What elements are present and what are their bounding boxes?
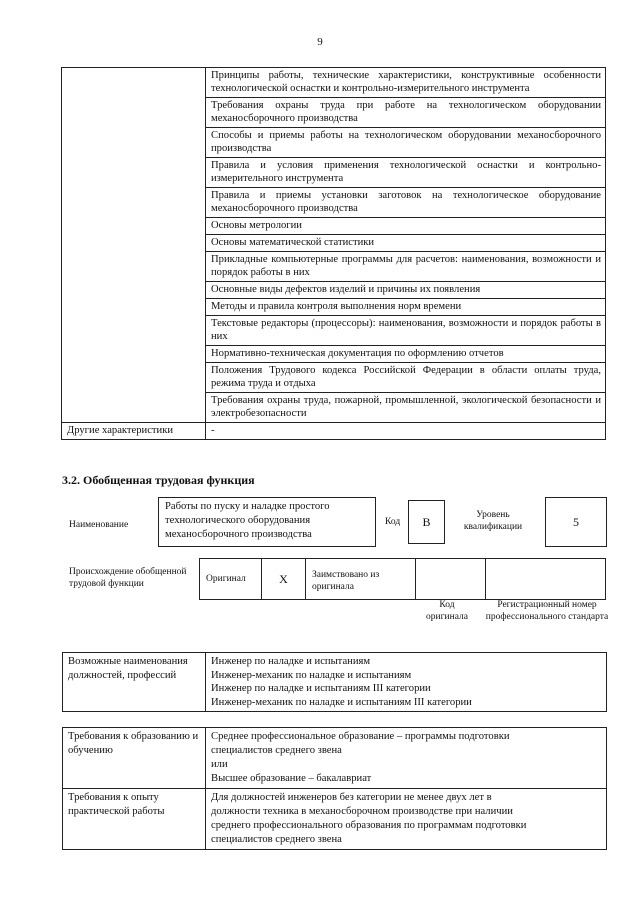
experience-line: Для должностей инженеров без категории не менее двух лет в	[211, 792, 492, 803]
knowledge-item: Нормативно-техническая документация по оформлению отчетов	[206, 346, 606, 363]
original-mark: X	[262, 559, 306, 600]
function-name-box: Работы по пуску и наладке простого технологического оборудования механосборочного производства	[158, 497, 376, 547]
section-heading: 3.2. Обобщенная трудовая функция	[62, 473, 255, 487]
knowledge-item: Принципы работы, технические характеристики, конструктивные особенности технологической оснастки и контрольно-измерительного инструмента	[206, 68, 606, 98]
function-code-box: B	[408, 500, 445, 544]
knowledge-item: Способы и приемы работы на технологическом оборудовании механосборочного производства	[206, 128, 606, 158]
position-item: Инженер по наладке и испытаниям III категории	[211, 683, 431, 694]
registration-number-cell	[486, 559, 606, 600]
positions-label: Возможные наименования должностей, профессий	[63, 653, 206, 712]
knowledge-item: Требования охраны труда, пожарной, промышленной, экологической безопасности и электробезопасности	[206, 393, 606, 423]
experience-line: среднего профессионального образования по программам подготовки	[211, 820, 527, 831]
knowledge-item: Правила и условия применения технологической оснастки и контрольно-измерительного инструмента	[206, 158, 606, 188]
knowledge-table	[61, 67, 606, 440]
knowledge-item: Методы и правила контроля выполнения норм времени	[206, 299, 606, 316]
qualification-level-box: 5	[545, 497, 607, 547]
education-label: Требования к образованию и обучению	[63, 728, 206, 789]
registration-number-caption: Регистрационный номер профессионального стандарта	[485, 600, 609, 622]
experience-value	[206, 789, 607, 850]
education-value	[206, 728, 607, 789]
education-line: или	[211, 759, 228, 770]
knowledge-item: Прикладные компьютерные программы для расчетов: наименования, возможности и порядок работы в них	[206, 252, 606, 282]
code-label: Код	[385, 517, 401, 527]
other-characteristics-value: -	[206, 423, 606, 440]
education-line: специалистов среднего звена	[211, 745, 342, 756]
borrowed-label: Заимствовано из оригинала	[306, 559, 416, 600]
knowledge-item: Требования охраны труда при работе на технологическом оборудовании механосборочного производства	[206, 98, 606, 128]
knowledge-row	[62, 68, 606, 98]
other-characteristics-label: Другие характеристики	[62, 423, 206, 440]
experience-label: Требования к опыту практической работы	[63, 789, 206, 850]
other-characteristics-row	[62, 423, 606, 440]
qualification-level-label: Уровень квалификации	[463, 510, 523, 532]
original-label: Оригинал	[200, 559, 262, 600]
positions-list	[206, 653, 607, 712]
original-code-cell	[416, 559, 486, 600]
knowledge-item: Основы метрологии	[206, 218, 606, 235]
positions-table	[62, 652, 607, 712]
position-item: Инженер-механик по наладке и испытаниям III категории	[211, 696, 472, 708]
experience-line: должности техника в механосборочном производстве при наличии	[211, 806, 513, 817]
knowledge-item: Положения Трудового кодекса Российской Федерации в области оплаты труда, режима труда и отдыха	[206, 363, 606, 393]
position-item: Инженер по наладке и испытаниям	[211, 656, 371, 667]
knowledge-label-cell	[62, 68, 206, 423]
education-line: Высшее образование – бакалавриат	[211, 773, 372, 784]
knowledge-item: Основные виды дефектов изделий и причины их появления	[206, 282, 606, 299]
knowledge-item: Правила и приемы установки заготовок на технологическое оборудование механосборочного производства	[206, 188, 606, 218]
knowledge-item: Основы математической статистики	[206, 235, 606, 252]
education-line: Среднее профессиональное образование – программы подготовки	[211, 731, 510, 742]
experience-line: специалистов среднего звена	[211, 834, 342, 845]
origin-table	[199, 558, 606, 600]
origin-label: Происхождение обобщенной трудовой функции	[69, 567, 187, 589]
name-label: Наименование	[69, 520, 129, 530]
position-item: Инженер-механик по наладке и испытаниям	[211, 669, 412, 681]
requirements-table	[62, 727, 607, 850]
knowledge-item: Текстовые редакторы (процессоры): наименования, возможности и порядок работы в них	[206, 316, 606, 346]
page-number: 9	[317, 36, 323, 48]
original-code-caption: Код оригинала	[426, 600, 468, 622]
